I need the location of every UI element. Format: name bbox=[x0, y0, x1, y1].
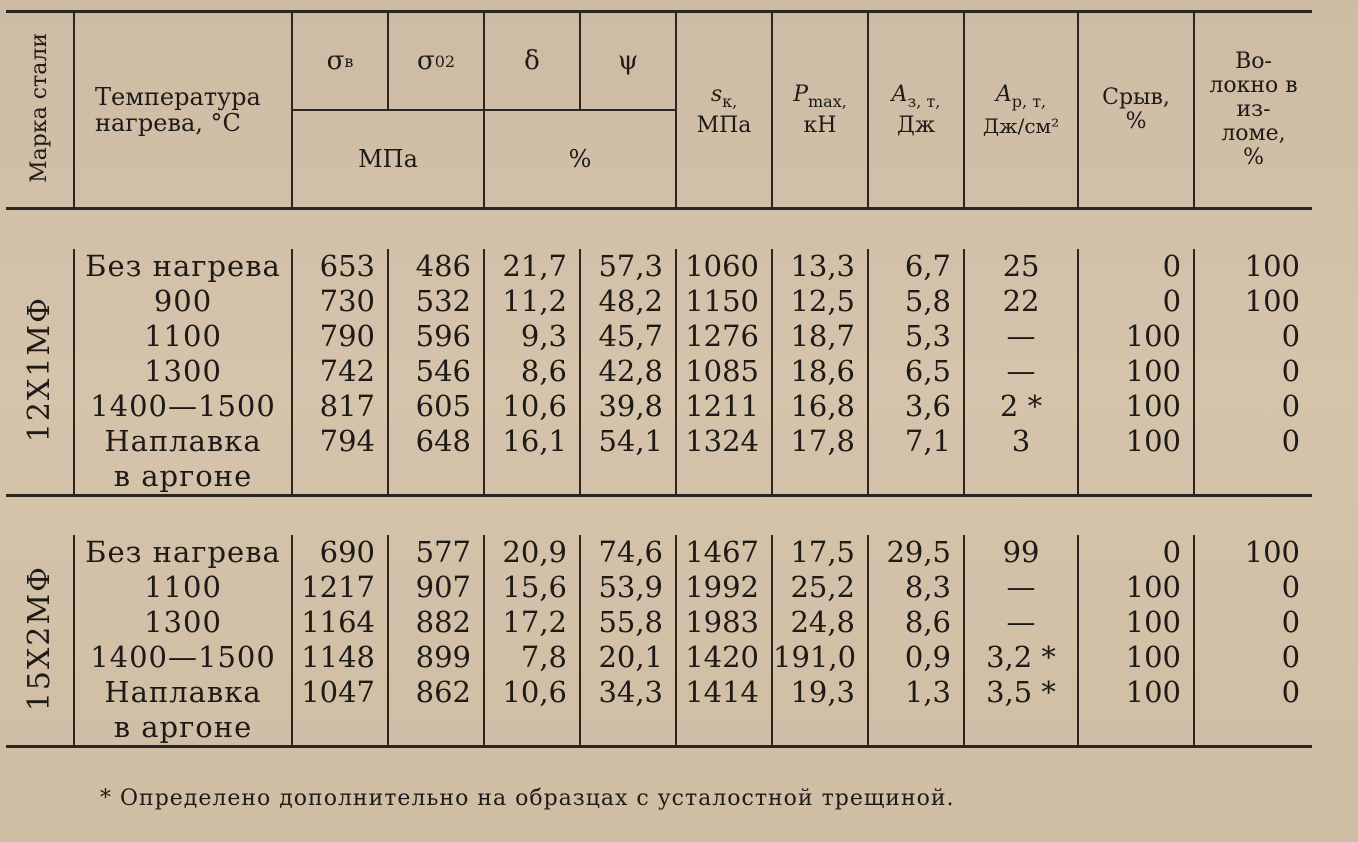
temperature-cell: Наплавка bbox=[74, 424, 292, 459]
value-cell-sb: 817 bbox=[292, 389, 388, 424]
value-cell-sb: 1148 bbox=[292, 640, 388, 675]
value-cell-s02: 648 bbox=[388, 424, 484, 459]
value-cell-sk: 1276 bbox=[676, 319, 772, 354]
value-cell-sb: 794 bbox=[292, 424, 388, 459]
value-cell-vl bbox=[1194, 459, 1312, 496]
temperature-cell: 1400—1500 bbox=[74, 640, 292, 675]
value-cell-sk: 1467 bbox=[676, 535, 772, 570]
value-cell-s02: 546 bbox=[388, 354, 484, 389]
value-cell-sb bbox=[292, 710, 388, 747]
value-cell-vl: 100 bbox=[1244, 535, 1301, 569]
value-cell-sr bbox=[1078, 459, 1194, 496]
value-cell-sk: 1060 bbox=[676, 249, 772, 284]
value-cell-apt bbox=[964, 710, 1078, 747]
value-cell-s02: 605 bbox=[388, 389, 484, 424]
value-cell-sk bbox=[676, 459, 772, 496]
value-cell-sr: 0 bbox=[1078, 535, 1194, 570]
value-cell-p: 48,2 bbox=[580, 284, 676, 319]
header-grade: Марка стали bbox=[6, 12, 74, 209]
value-cell-p: 34,3 bbox=[580, 675, 676, 710]
value-cell-s02: 486 bbox=[388, 249, 484, 284]
value-cell-pm: 191,0 bbox=[772, 640, 868, 675]
value-cell-at: 5,3 bbox=[868, 319, 964, 354]
table-row bbox=[6, 570, 1312, 605]
value-cell-pm: 17,5 bbox=[772, 535, 868, 570]
header-temperature: Температура нагрева, °С bbox=[74, 12, 292, 209]
temperature-cell: 1300 bbox=[74, 354, 292, 389]
temperature-cell: 1300 bbox=[74, 605, 292, 640]
value-cell-apt: 2 * bbox=[964, 389, 1078, 424]
value-cell-d: 20,9 bbox=[484, 535, 580, 570]
value-cell-sr: 100 bbox=[1078, 605, 1194, 640]
value-cell-s02: 907 bbox=[388, 570, 484, 605]
value-cell-at: 0,9 bbox=[868, 640, 964, 675]
header-ductility bbox=[484, 12, 676, 209]
value-cell-apt: — bbox=[964, 354, 1078, 389]
value-cell-sk: 1085 bbox=[676, 354, 772, 389]
temperature-cell: в аргоне bbox=[74, 459, 292, 496]
value-cell-s02: 899 bbox=[388, 640, 484, 675]
value-cell-d: 16,1 bbox=[484, 424, 580, 459]
value-cell-apt: 3,5 * bbox=[964, 675, 1078, 710]
value-cell-vl: 0 bbox=[1281, 675, 1301, 709]
value-cell-at: 8,6 bbox=[868, 605, 964, 640]
value-cell-sr: 100 bbox=[1078, 389, 1194, 424]
value-cell-apt: 3,2 * bbox=[964, 640, 1078, 675]
value-cell-at: 1,3 bbox=[868, 675, 964, 710]
value-cell-sk: 1414 bbox=[676, 675, 772, 710]
temperature-cell: Без нагрева bbox=[74, 249, 292, 284]
psi-symbol: ψ bbox=[617, 46, 639, 76]
temperature-cell: 1100 bbox=[74, 319, 292, 354]
value-cell-pm: 16,8 bbox=[772, 389, 868, 424]
value-cell-pm bbox=[772, 459, 868, 496]
value-cell-p: 45,7 bbox=[580, 319, 676, 354]
value-cell-s02: 882 bbox=[388, 605, 484, 640]
value-cell-s02: 532 bbox=[388, 284, 484, 319]
value-cell-sb: 730 bbox=[292, 284, 388, 319]
value-cell-pm: 25,2 bbox=[772, 570, 868, 605]
value-cell-p: 39,8 bbox=[580, 389, 676, 424]
value-cell-d: 8,6 bbox=[484, 354, 580, 389]
value-cell-pm: 13,3 bbox=[772, 249, 868, 284]
value-cell-pm bbox=[772, 710, 868, 747]
value-cell-p: 55,8 bbox=[580, 605, 676, 640]
value-cell-at: 6,5 bbox=[868, 354, 964, 389]
footnote: * Определено дополнительно на образцах с усталостной трещиной. bbox=[100, 786, 955, 811]
header-at: $A_{з, т,}$ Дж bbox=[868, 12, 964, 209]
value-cell-vl: 0 bbox=[1281, 640, 1301, 674]
value-cell-p bbox=[580, 710, 676, 747]
value-cell-p: 20,1 bbox=[580, 640, 676, 675]
steel-grade-cell: 12Х1МФ bbox=[6, 249, 74, 496]
value-cell-apt: — bbox=[964, 605, 1078, 640]
value-cell-at bbox=[868, 710, 964, 747]
value-cell-sb bbox=[292, 459, 388, 496]
table-row bbox=[6, 675, 1312, 710]
value-cell-apt: 3 bbox=[964, 424, 1078, 459]
value-cell-p: 74,6 bbox=[580, 535, 676, 570]
value-cell-sr: 0 bbox=[1078, 249, 1194, 284]
temperature-cell: 1400—1500 bbox=[74, 389, 292, 424]
value-cell-s02 bbox=[388, 459, 484, 496]
value-cell-p bbox=[580, 459, 676, 496]
table-row bbox=[6, 605, 1312, 640]
value-cell-apt: — bbox=[964, 319, 1078, 354]
value-cell-sr bbox=[1078, 710, 1194, 747]
value-cell-sk: 1983 bbox=[676, 605, 772, 640]
value-cell-at bbox=[868, 459, 964, 496]
value-cell-at: 8,3 bbox=[868, 570, 964, 605]
value-cell-at: 3,6 bbox=[868, 389, 964, 424]
value-cell-pm: 19,3 bbox=[772, 675, 868, 710]
table-row bbox=[6, 389, 1312, 424]
value-cell-pm: 18,6 bbox=[772, 354, 868, 389]
group-12x1mf bbox=[6, 209, 1312, 249]
value-cell-pm: 12,5 bbox=[772, 284, 868, 319]
value-cell-apt: 99 bbox=[964, 535, 1078, 570]
header-apt: $A_{р, т,}$ Дж/см² bbox=[964, 12, 1078, 209]
value-cell-sb: 1217 bbox=[292, 570, 388, 605]
value-cell-sb: 1164 bbox=[292, 605, 388, 640]
table-row bbox=[6, 424, 1312, 459]
value-cell-s02: 862 bbox=[388, 675, 484, 710]
value-cell-apt: 25 bbox=[964, 249, 1078, 284]
value-cell-d bbox=[484, 459, 580, 496]
sigma-02-symbol: σ bbox=[416, 46, 435, 76]
value-cell-sr: 100 bbox=[1078, 570, 1194, 605]
sigma-b-symbol: σ bbox=[326, 46, 345, 76]
table-row bbox=[6, 710, 1312, 747]
value-cell-d: 7,8 bbox=[484, 640, 580, 675]
header-strength: σ в σ 02 МПа bbox=[292, 12, 484, 209]
value-cell-apt: 22 bbox=[964, 284, 1078, 319]
value-cell-sk bbox=[676, 710, 772, 747]
value-cell-sr: 100 bbox=[1078, 354, 1194, 389]
temperature-cell: 1100 bbox=[74, 570, 292, 605]
table-row bbox=[6, 319, 1312, 354]
value-cell-d: 11,2 bbox=[484, 284, 580, 319]
value-cell-at: 29,5 bbox=[868, 535, 964, 570]
value-cell-d: 17,2 bbox=[484, 605, 580, 640]
table-row bbox=[6, 459, 1312, 496]
value-cell-vl: 0 bbox=[1281, 388, 1301, 423]
table-row bbox=[6, 284, 1312, 319]
value-cell-at: 6,7 bbox=[868, 249, 964, 284]
header-sryv: Срыв, % bbox=[1078, 12, 1194, 209]
value-cell-sk: 1324 bbox=[676, 424, 772, 459]
value-cell-p: 42,8 bbox=[580, 354, 676, 389]
temperature-cell: в аргоне bbox=[74, 710, 292, 747]
header-pmax: $P_{max,}$ кН bbox=[772, 12, 868, 209]
value-cell-apt bbox=[964, 459, 1078, 496]
value-cell-pm: 24,8 bbox=[772, 605, 868, 640]
value-cell-s02: 577 bbox=[388, 535, 484, 570]
value-cell-s02 bbox=[388, 710, 484, 747]
value-cell-sb: 1047 bbox=[292, 675, 388, 710]
value-cell-vl: 100 bbox=[1244, 248, 1301, 283]
value-cell-d: 9,3 bbox=[484, 319, 580, 354]
value-cell-p: 53,9 bbox=[580, 570, 676, 605]
header-fiber: Во-локно в из-ломе, % bbox=[1194, 12, 1312, 209]
value-cell-sb: 790 bbox=[292, 319, 388, 354]
value-cell-vl bbox=[1194, 710, 1312, 747]
temperature-cell: Наплавка bbox=[74, 675, 292, 710]
table-row bbox=[6, 640, 1312, 675]
delta-symbol: δ bbox=[485, 13, 581, 109]
value-cell-vl: 100 bbox=[1244, 283, 1301, 318]
value-cell-vl: 0 bbox=[1281, 605, 1301, 639]
value-cell-pm: 17,8 bbox=[772, 424, 868, 459]
value-cell-d bbox=[484, 710, 580, 747]
value-cell-at: 7,1 bbox=[868, 424, 964, 459]
steel-grade-cell: 15Х2МФ bbox=[6, 535, 74, 747]
value-cell-at: 5,8 bbox=[868, 284, 964, 319]
value-cell-sk: 1211 bbox=[676, 389, 772, 424]
value-cell-sr: 0 bbox=[1078, 284, 1194, 319]
value-cell-d: 21,7 bbox=[484, 249, 580, 284]
value-cell-sb: 742 bbox=[292, 354, 388, 389]
value-cell-sk: 1420 bbox=[676, 640, 772, 675]
temperature-cell: 900 bbox=[74, 284, 292, 319]
unit-percent: % bbox=[568, 145, 592, 173]
value-cell-sk: 1992 bbox=[676, 570, 772, 605]
table-row bbox=[6, 535, 1312, 570]
value-cell-d: 10,6 bbox=[484, 675, 580, 710]
value-cell-sk: 1150 bbox=[676, 284, 772, 319]
table-header bbox=[6, 12, 1312, 209]
steel-group bbox=[6, 535, 1312, 747]
value-cell-s02: 596 bbox=[388, 319, 484, 354]
steel-properties-table bbox=[6, 10, 1312, 748]
value-cell-sr: 100 bbox=[1078, 424, 1194, 459]
value-cell-sr: 100 bbox=[1078, 640, 1194, 675]
value-cell-sb: 690 bbox=[292, 535, 388, 570]
value-cell-p: 57,3 bbox=[580, 249, 676, 284]
value-cell-d: 15,6 bbox=[484, 570, 580, 605]
table-row bbox=[6, 249, 1312, 284]
steel-group bbox=[6, 249, 1312, 514]
header-sk: $s_{к,}$ МПа bbox=[676, 12, 772, 209]
value-cell-p: 54,1 bbox=[580, 424, 676, 459]
table-row bbox=[6, 354, 1312, 389]
value-cell-vl: 0 bbox=[1281, 353, 1301, 388]
value-cell-sr: 100 bbox=[1078, 319, 1194, 354]
value-cell-sb: 653 bbox=[292, 249, 388, 284]
unit-mpa: МПа bbox=[358, 145, 418, 173]
value-cell-pm: 18,7 bbox=[772, 319, 868, 354]
value-cell-apt: — bbox=[964, 570, 1078, 605]
value-cell-vl: 0 bbox=[1281, 423, 1301, 458]
value-cell-d: 10,6 bbox=[484, 389, 580, 424]
temperature-cell: Без нагрева bbox=[74, 535, 292, 570]
value-cell-vl: 0 bbox=[1281, 570, 1301, 604]
value-cell-vl: 0 bbox=[1281, 318, 1301, 353]
value-cell-sr: 100 bbox=[1078, 675, 1194, 710]
